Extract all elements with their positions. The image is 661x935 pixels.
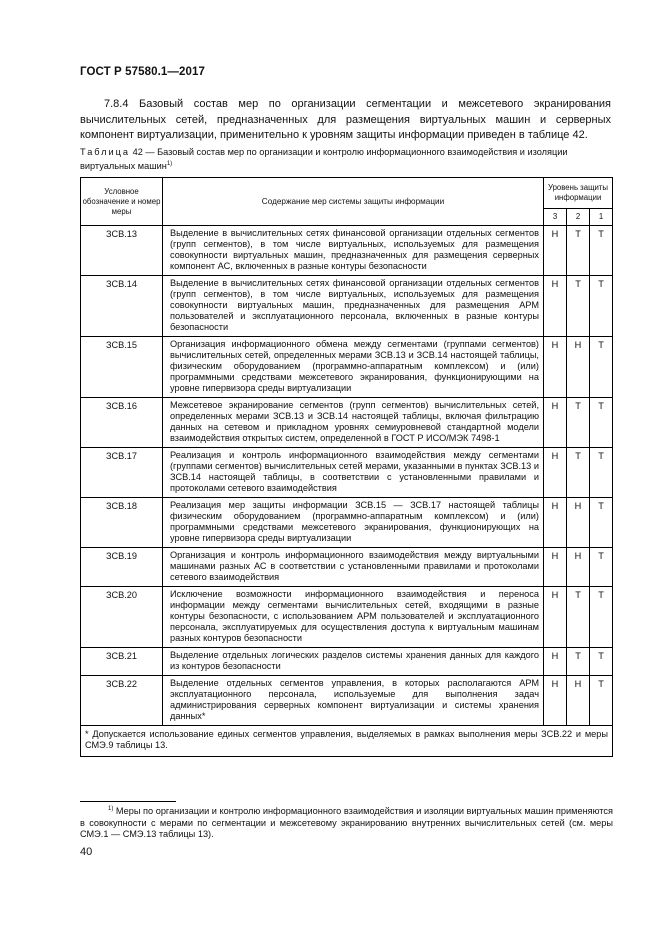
measure-description: Исключение возможности информационного взаимодействия и переноса информации между сегментами вычислительных сетей, входящими в разные контуры безопасности, с использованием АРМ пользователей и эксплуатационного персонала, эксплуатируемых для осуществления доступа к виртуальным машинам разных контуров безопасности (163, 587, 544, 648)
table-row (81, 448, 613, 498)
measure-code: ЗСВ.21 (81, 648, 163, 676)
table-note: * Допускается использование единых сегментов управления, выделяемых в рамках выполнения меры ЗСВ.22 и меры СМЭ.9 таблицы 13. (81, 726, 613, 757)
level-1-value: Т (590, 448, 613, 498)
level-1-value: Т (590, 548, 613, 587)
measure-code: ЗСВ.17 (81, 448, 163, 498)
measure-code: ЗСВ.14 (81, 276, 163, 337)
level-2-value: Т (567, 398, 590, 448)
measure-code: ЗСВ.13 (81, 226, 163, 276)
footnote-text: Меры по организации и контролю информационного взаимодействия и изоляции виртуальных машин применяются в совокупности с мерами по сегментации и межсетевому экранированию внутренних вычислительных сетей (см. меры СМЭ.1 — СМЭ.13 таблицы 13). (80, 806, 613, 840)
table-row (81, 548, 613, 587)
measure-description: Выделение отдельных сегментов управления, в которых располагаются АРМ эксплуатационного персонала, используемые для выполнения задач администрирования серверных компонент виртуализации и системы хранения данных* (163, 676, 544, 726)
page-number: 40 (80, 846, 93, 858)
level-3-value: Н (544, 226, 567, 276)
table-caption (80, 147, 611, 172)
measure-description: Реализация и контроль информационного взаимодействия между сегментами (группами сегментов) вычислительных сетей мерами, указанными в пунктах ЗСВ.13 и ЗСВ.14 настоящей таблицы, в соответствии с установленными правилами и протоколами сетевого взаимодействия (163, 448, 544, 498)
level-3-value: Н (544, 648, 567, 676)
measure-description: Реализация мер защиты информации ЗСВ.15 — ЗСВ.17 настоящей таблицы физическим оборудованием (программно-аппаратным комплексом) и (или) программными средствами межсетевого экранирования, функционирующих на уровне гипервизора среды виртуализации (163, 498, 544, 548)
column-header-level-1: 1 (590, 209, 613, 226)
measure-description: Межсетевое экранирование сегментов (групп сегментов) вычислительных сетей, определенных мерами ЗСВ.13 и ЗСВ.14 настоящей таблицы, включая фильтрацию данных на сетевом и прикладном уровнях семиуровневой стандартной модели взаимодействия открытых систем, определенной в ГОСТ Р ИСО/МЭК 7498-1 (163, 398, 544, 448)
measure-description: Выделение отдельных логических разделов системы хранения данных для каждого из контуров безопасности (163, 648, 544, 676)
level-3-value: Н (544, 548, 567, 587)
column-header-description: Содержание мер системы защиты информации (163, 178, 544, 226)
level-1-value: Т (590, 587, 613, 648)
level-1-value: Т (590, 398, 613, 448)
measure-code: ЗСВ.15 (81, 337, 163, 398)
column-header-level-2: 2 (567, 209, 590, 226)
level-3-value: Н (544, 276, 567, 337)
footnote (80, 804, 613, 841)
measure-description: Организация информационного обмена между сегментами (группами сегментов) вычислительных сетей, определенных мерами ЗСВ.13 и ЗСВ.14 настоящей таблицы, физическим оборудованием (программно-аппаратным комплексом) и (или) программными средствами межсетевого экранирования, функционирующими на уровне гипервизора среды виртуализации (163, 337, 544, 398)
level-1-value: Т (590, 337, 613, 398)
footnote-separator (80, 801, 176, 802)
measure-code: ЗСВ.20 (81, 587, 163, 648)
table-row (81, 276, 613, 337)
level-2-value: Н (567, 676, 590, 726)
level-3-value: Н (544, 337, 567, 398)
level-2-value: Н (567, 498, 590, 548)
column-header-levels: Уровень защиты информации (544, 178, 613, 209)
table-row (81, 587, 613, 648)
measure-code: ЗСВ.18 (81, 498, 163, 548)
table-row (81, 498, 613, 548)
level-3-value: Н (544, 498, 567, 548)
measure-description: Выделение в вычислительных сетях финансовой организации отдельных сегментов (групп сегментов), в том числе виртуальных, используемых для размещения совокупности виртуальных машин, предназначенных для размещения АРМ пользователей и эксплуатационного персонала, включенных в разные контуры безопасности (163, 276, 544, 337)
measures-table (80, 177, 613, 757)
section-paragraph: 7.8.4 Базовый состав мер по организации сегментации и межсетевого экранирования вычислительных сетей, предназначенных для размещения виртуальных машин и серверных компонент виртуализации, применительно к уровням защиты информации приведен в таблице 42. (80, 98, 611, 141)
level-2-value: Т (567, 226, 590, 276)
level-1-value: Т (590, 676, 613, 726)
measure-code: ЗСВ.16 (81, 398, 163, 448)
table-note-row (81, 726, 613, 757)
document-header: ГОСТ Р 57580.1—2017 (80, 66, 205, 78)
table-caption-text: 42 — Базовый состав мер по организации и контролю информационного взаимодействия и изоляции виртуальных машин (80, 147, 568, 171)
measure-code: ЗСВ.19 (81, 548, 163, 587)
level-1-value: Т (590, 276, 613, 337)
table-row (81, 648, 613, 676)
level-2-value: Т (567, 276, 590, 337)
level-3-value: Н (544, 398, 567, 448)
level-3-value: Н (544, 448, 567, 498)
measure-description: Выделение в вычислительных сетях финансовой организации отдельных сегментов (групп сегментов), в том числе виртуальных, используемых для размещения совокупности виртуальных машин, предназначенных для размещения серверных компонент АС, включенных в разные контуры безопасности (163, 226, 544, 276)
level-2-value: Т (567, 448, 590, 498)
table-row (81, 398, 613, 448)
level-1-value: Т (590, 498, 613, 548)
level-2-value: Т (567, 587, 590, 648)
table-row (81, 676, 613, 726)
column-header-level-3: 3 (544, 209, 567, 226)
column-header-code: Условное обозначение и номер меры (81, 178, 163, 226)
level-2-value: Н (567, 337, 590, 398)
level-2-value: Т (567, 648, 590, 676)
level-2-value: Н (567, 548, 590, 587)
table-caption-label: Таблица (80, 147, 131, 157)
measure-code: ЗСВ.22 (81, 676, 163, 726)
measure-description: Организация и контроль информационного взаимодействия между виртуальными машинами разных АС в соответствии с установленными правилами и протоколами сетевого взаимодействия (163, 548, 544, 587)
table-caption-footnote-ref: 1) (166, 160, 173, 167)
footnote-marker: 1) (108, 806, 114, 812)
level-1-value: Т (590, 648, 613, 676)
level-3-value: Н (544, 676, 567, 726)
level-3-value: Н (544, 587, 567, 648)
table-row (81, 226, 613, 276)
level-1-value: Т (590, 226, 613, 276)
table-row (81, 337, 613, 398)
